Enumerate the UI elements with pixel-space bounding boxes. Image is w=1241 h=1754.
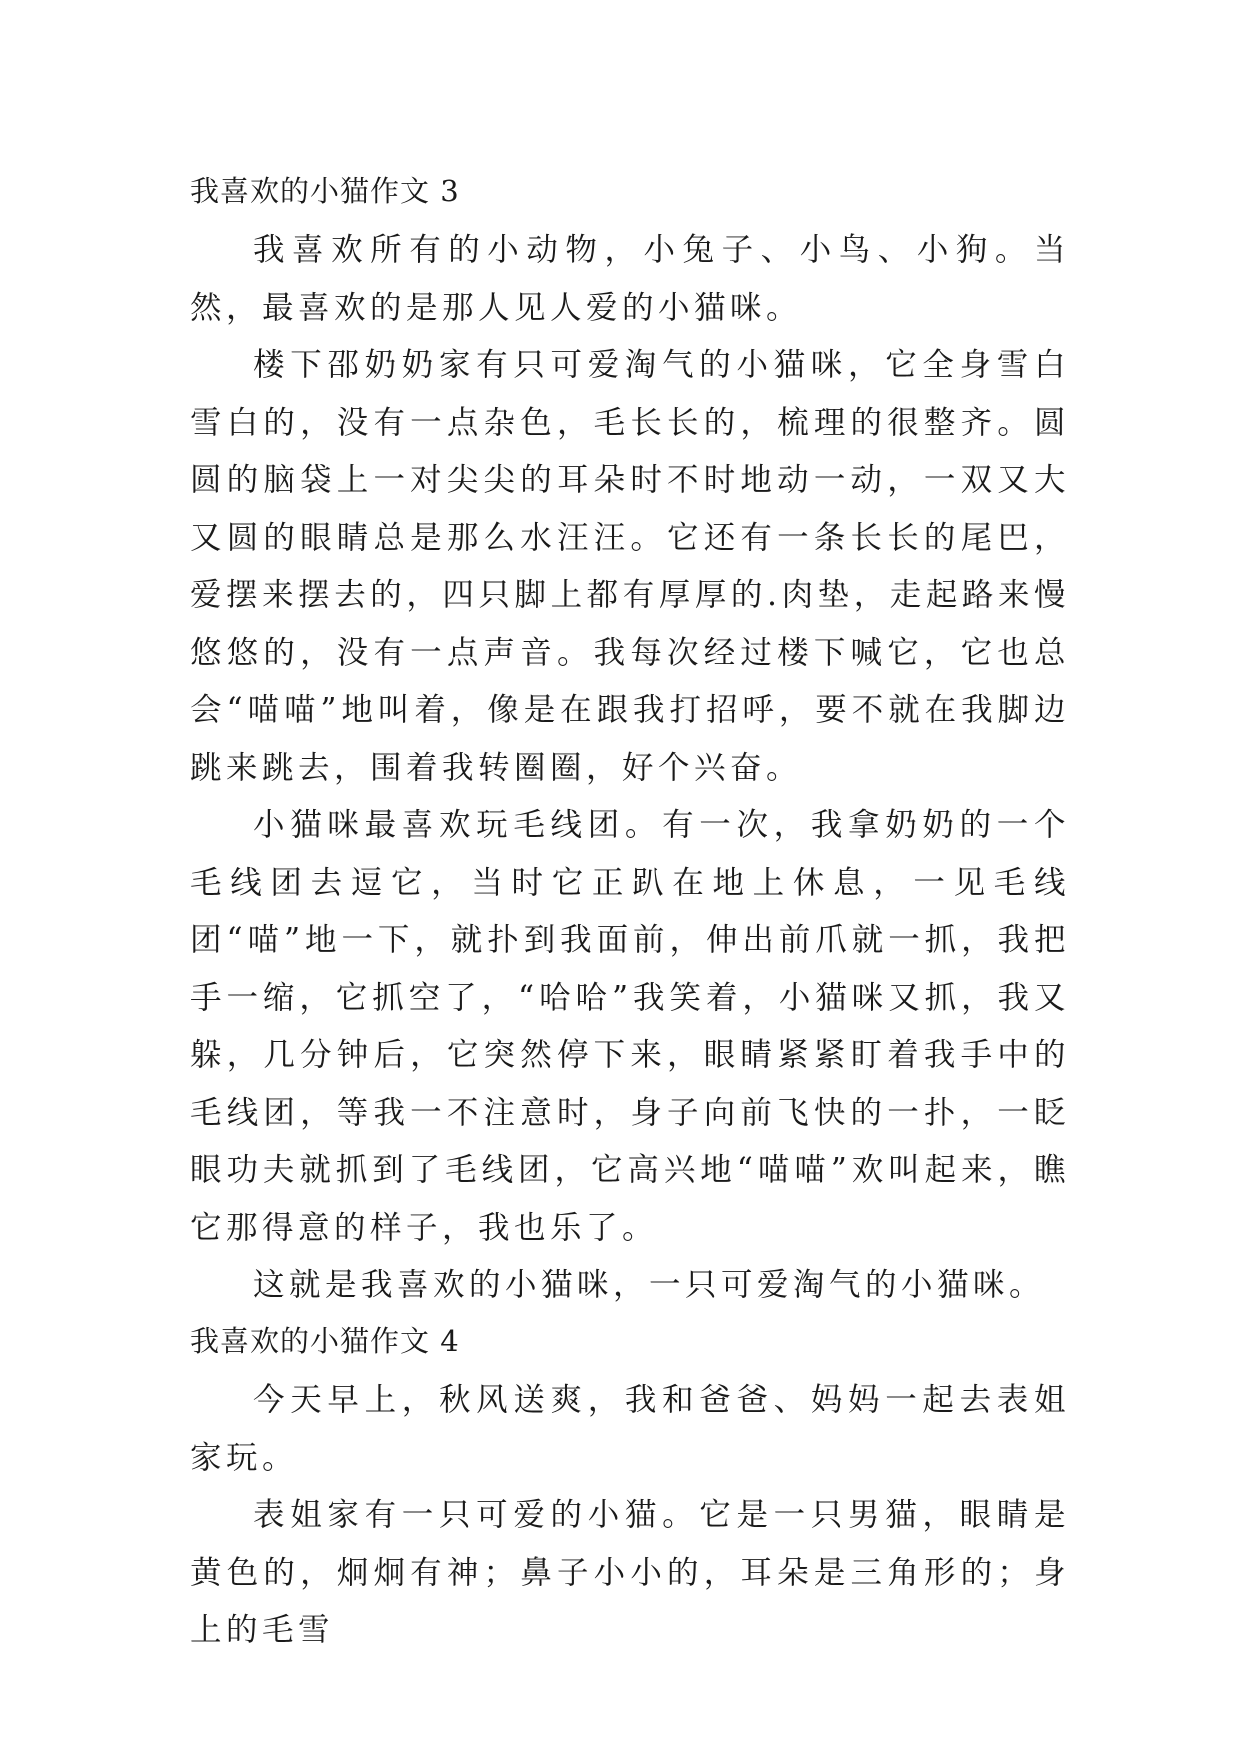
- essay-3-paragraph: 楼下邵奶奶家有只可爱淘气的小猫咪，它全身雪白雪白的，没有一点杂色，毛长长的，梳理的很整齐。圆圆的脑袋上一对尖尖的耳朵时不时地动一动，一双又大又圆的眼睛总是那么水汪汪。它还有一条长长的尾巴，爱摆来摆去的，四只脚上都有厚厚的.肉垫，走起路来慢悠悠的，没有一点声音。我每次经过楼下喊它，它也总会“喵喵”地叫着，像是在跟我打招呼，要不就在我脚边跳来跳去，围着我转圈圈，好个兴奋。: [190, 347, 1070, 786]
- essay-4-paragraph: 表姐家有一只可爱的小猫。它是一只男猫，眼睛是黄色的，炯炯有神；鼻子小小的，耳朵是三角形的；身上的毛雪: [190, 1497, 1070, 1648]
- essay-4-title: 我喜欢的小猫作文 4: [190, 1324, 460, 1358]
- essay-3-paragraph: 我喜欢所有的小动物，小兔子、小鸟、小狗。当然，最喜欢的是那人见人爱的小猫咪。: [190, 232, 1070, 326]
- essay-3: [190, 162, 1070, 1315]
- essay-3-title: 我喜欢的小猫作文 3: [190, 174, 460, 208]
- essay-4: [190, 1312, 1070, 1660]
- essay-3-paragraph: 小猫咪最喜欢玩毛线团。有一次，我拿奶奶的一个毛线团去逗它，当时它正趴在地上休息，一见毛线团“喵”地一下，就扑到我面前，伸出前爪就一抓，我把手一缩，它抓空了，“哈哈”我笑着，小猫咪又抓，我又躲，几分钟后，它突然停下来，眼睛紧紧盯着我手中的毛线团，等我一不注意时，身子向前飞快的一扑，一眨眼功夫就抓到了毛线团，它高兴地“喵喵”欢叫起来，瞧它那得意的样子，我也乐了。: [190, 807, 1070, 1246]
- essay-4-paragraph: 今天早上，秋风送爽，我和爸爸、妈妈一起去表姐家玩。: [190, 1382, 1070, 1476]
- essay-3-paragraph: 这就是我喜欢的小猫咪，一只可爱淘气的小猫咪。: [253, 1267, 1046, 1303]
